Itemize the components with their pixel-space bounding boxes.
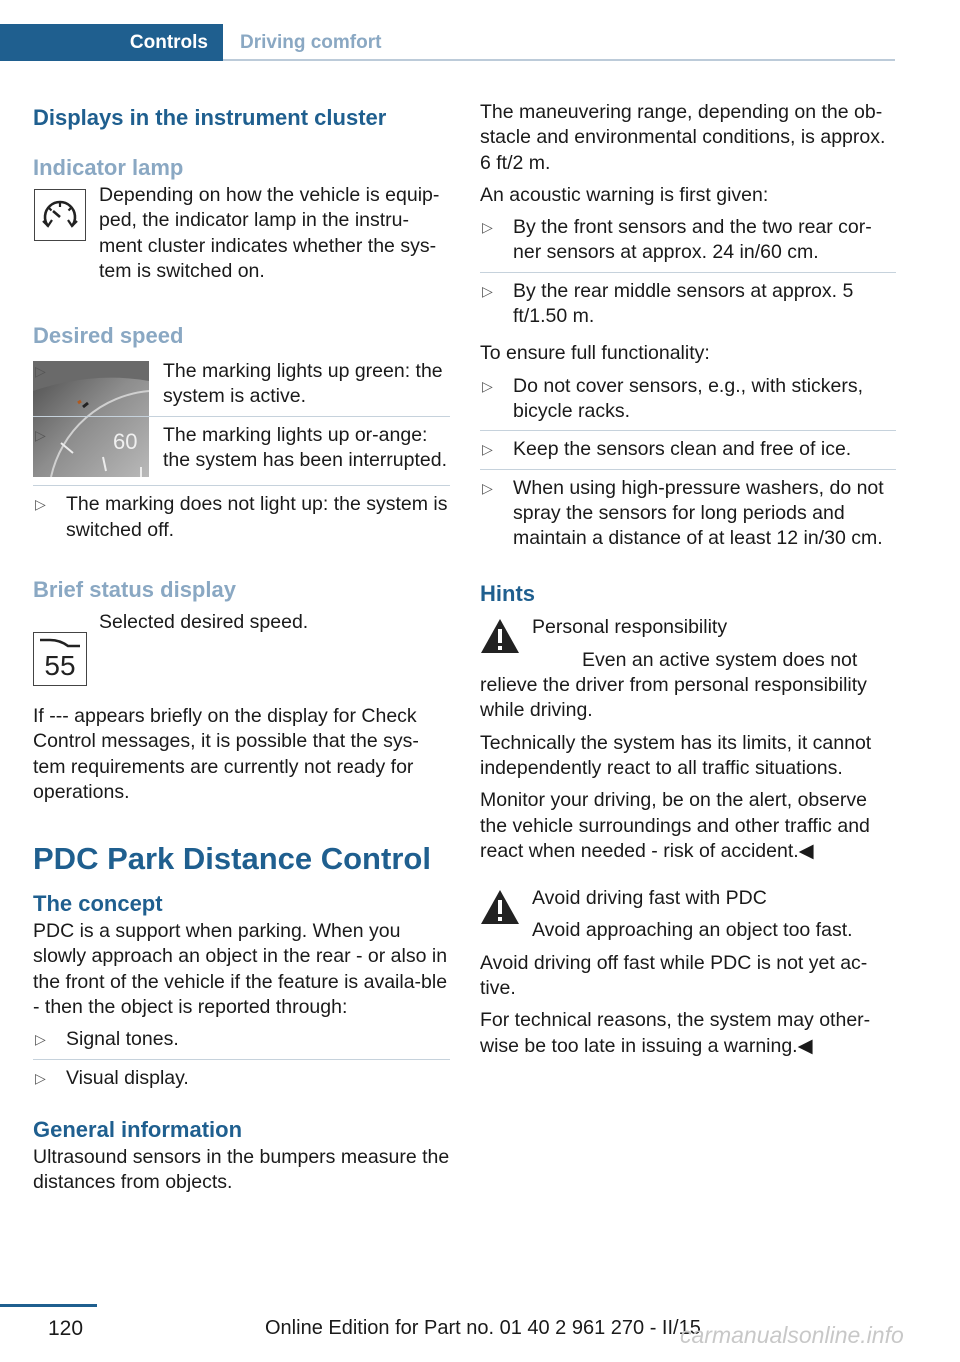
arrow-bullet-icon: ▷ — [35, 1069, 46, 1086]
hint1-p2: Technically the system has its limits, it cannot independently react to all traffic situations. — [480, 731, 872, 779]
function-list — [480, 374, 896, 558]
warning-triangle-icon — [480, 618, 520, 654]
heading-desired-speed: Desired speed — [33, 323, 184, 349]
header-rule — [223, 59, 895, 61]
heading-indicator-lamp: Indicator lamp — [33, 155, 184, 180]
arrow-bullet-icon: ▷ — [35, 363, 46, 380]
indicator-text: Depending on how the vehicle is equip-ped, the indicator lamp in the instru-ment cluster indicates whether the sys-tem is switched on. — [99, 184, 440, 282]
warning-list — [480, 215, 896, 335]
function-intro: To ensure full functionality: — [480, 342, 710, 365]
arrow-bullet-icon: ▷ — [482, 219, 493, 236]
arrow-bullet-icon: ▷ — [35, 426, 46, 443]
concept-text: PDC is a support when parking. When you slowly approach an object in the rear - or also in the front of the vehicle if the feature is availa-ble - then the object is reported through: — [33, 920, 448, 1019]
hint1-p1: Even an active system does not relieve the driver from personal responsibility while driving. — [480, 648, 867, 722]
edition-text: Online Edition for Part no. 01 40 2 961 270 - II/15 — [265, 1317, 701, 1339]
chapter-tab-controls: Controls — [0, 24, 223, 61]
hint2-title: Avoid driving fast with PDC — [532, 887, 767, 910]
arrow-bullet-icon: ▷ — [35, 1031, 46, 1048]
page-number: 120 — [48, 1317, 84, 1340]
arrow-bullet-icon: ▷ — [482, 441, 493, 458]
general-text: Ultrasound sensors in the bumpers measure the distances from objects. — [33, 1145, 450, 1194]
arrow-bullet-icon: ▷ — [482, 282, 493, 299]
hint1-p3: Monitor your driving, be on the alert, observe the vehicle surroundings and other traffic and react when needed - risk of accident.◀ — [480, 789, 870, 862]
arrow-bullet-icon: ▷ — [35, 496, 46, 513]
desired-speed-list-cont — [33, 485, 450, 549]
hint2-p3: For technical reasons, the system may other-wise be too late in issuing a warning.◀ — [480, 1009, 871, 1057]
hint2-p1: Avoid approaching an object too fast. — [532, 919, 853, 942]
footer-rule — [0, 1304, 97, 1307]
list-item: ▷ When using high-pressure washers, do not spray the sensors for long periods and maintain a distance of at least 12 in/30 cm. — [482, 476, 884, 550]
range-text: The maneuvering range, depending on the ob-stacle and environmental conditions, is approx. 6 ft/2 m. — [480, 101, 886, 174]
gauge-number: 60 — [113, 429, 138, 455]
heading-brief-status: Brief status display — [33, 576, 236, 602]
heading-pdc: PDC Park Distance Control — [33, 841, 431, 877]
concept-list — [33, 1027, 450, 1097]
list-item: ▷ By the front sensors and the two rear cor-ner sensors at approx. 24 in/60 cm. — [480, 215, 896, 273]
desired-speed-block — [33, 359, 450, 485]
heading-general-information: General information — [33, 1116, 243, 1142]
list-item: ▷ The marking lights up or-ange: the system has been interrupted. — [35, 423, 447, 472]
warning-triangle-icon — [480, 889, 520, 925]
desired-speed-55-icon — [33, 632, 87, 686]
heading-hints: Hints — [480, 581, 535, 607]
list-item: ▷ The marking does not light up: the system is switched off. — [35, 493, 448, 541]
arrow-bullet-icon: ▷ — [482, 377, 493, 394]
hint1-title: Personal responsibility — [532, 616, 728, 639]
list-item: ▷ By the rear middle sensors at approx. 5 ft/1.50 m. — [482, 279, 854, 328]
heading-displays: Displays in the instrument cluster — [33, 105, 387, 130]
check-control-text: If --- appears briefly on the display for Check Control messages, it is possible that the sys-tem requirements are currently not ready for operations. — [33, 704, 419, 803]
cruise-control-indicator-icon — [34, 189, 86, 241]
hint-personal-responsibility — [480, 615, 896, 730]
list-item: ▷ Visual display. — [33, 1066, 450, 1097]
brief-status-block — [33, 610, 450, 688]
list-item: ▷ Keep the sensors clean and free of ice. — [480, 437, 896, 469]
warning-intro: An acoustic warning is first given: — [480, 183, 769, 206]
arrow-bullet-icon: ▷ — [482, 479, 493, 496]
indicator-block — [33, 183, 450, 291]
section-tab-driving-comfort: Driving comfort — [240, 31, 382, 53]
watermark: carmanualsonline.info — [680, 1322, 904, 1348]
hint-avoid-driving-fast — [480, 886, 896, 951]
left-column — [33, 100, 450, 1203]
right-column — [480, 100, 896, 1066]
list-item: ▷ Signal tones. — [33, 1027, 450, 1059]
heading-concept: The concept — [33, 891, 163, 917]
brief-status-text: Selected desired speed. — [99, 610, 309, 633]
page-header — [0, 24, 895, 61]
desired-speed-number: 55 — [44, 649, 76, 681]
list-item: ▷ The marking lights up green: the system is active. — [33, 359, 450, 417]
hint2-p2: Avoid driving off fast while PDC is not yet ac-tive. — [480, 951, 868, 1000]
list-item: ▷ Do not cover sensors, e.g., with stickers, bicycle racks. — [480, 374, 896, 432]
